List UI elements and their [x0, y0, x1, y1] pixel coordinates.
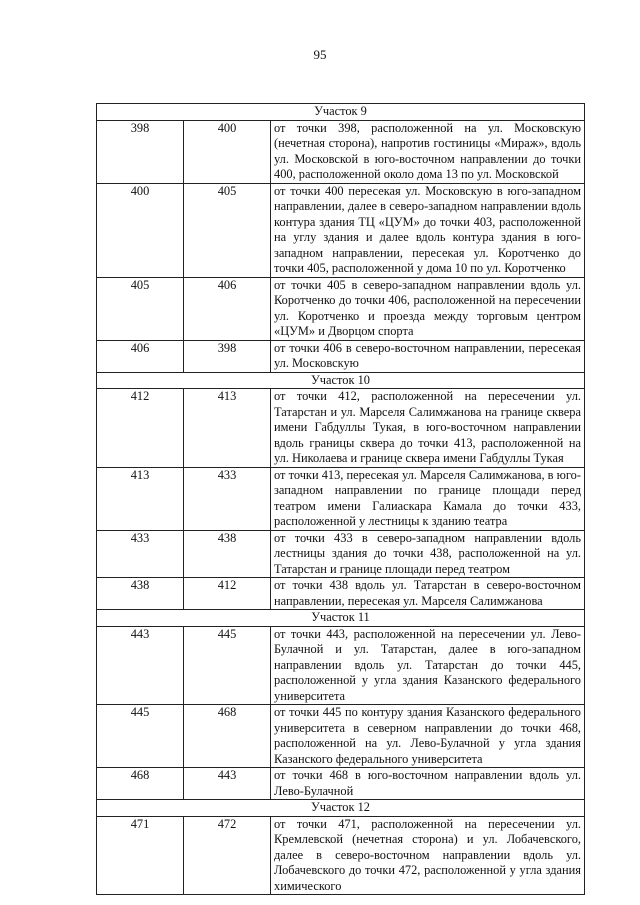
table-row	[97, 530, 585, 578]
from-point-cell: 413	[97, 467, 184, 530]
table-row	[97, 120, 585, 183]
description-cell: от точки 413, пересекая ул. Марселя Салимжанова, в юго-западном направлении по границе площади перед театром имени Галиаскара Камала до точки 433, расположенной у лестницы к зданию театра	[271, 467, 585, 530]
table-row	[97, 389, 585, 468]
to-point-cell: 400	[184, 120, 271, 183]
table-row	[97, 705, 585, 768]
to-point-cell: 433	[184, 467, 271, 530]
table-row	[97, 768, 585, 800]
from-point-cell: 433	[97, 530, 184, 578]
boundary-table	[96, 103, 585, 895]
table-row	[97, 340, 585, 372]
description-cell: от точки 468 в юго-восточном направлении вдоль ул. Лево-Булачной	[271, 768, 585, 800]
section-title: Участок 11	[97, 610, 585, 627]
description-cell: от точки 405 в северо-западном направлении вдоль ул. Коротченко до точки 406, расположенной на пересечении ул. Коротченко и проезда между торговым центром «ЦУМ» и Дворцом спорта	[271, 277, 585, 340]
from-point-cell: 443	[97, 626, 184, 705]
description-cell: от точки 471, расположенной на пересечении ул. Кремлевской (нечетная сторона) и ул. Лобачевского, далее в северо-восточном направлении вдоль ул. Лобачевского до точки 472, расположенной у угла здания химического	[271, 816, 585, 895]
section-header-row	[97, 372, 585, 389]
to-point-cell: 472	[184, 816, 271, 895]
from-point-cell: 398	[97, 120, 184, 183]
from-point-cell: 400	[97, 183, 184, 277]
description-cell: от точки 438 вдоль ул. Татарстан в северо-восточном направлении, пересекая ул. Марселя Салимжанова	[271, 578, 585, 610]
to-point-cell: 406	[184, 277, 271, 340]
section-title: Участок 10	[97, 372, 585, 389]
to-point-cell: 398	[184, 340, 271, 372]
table-row	[97, 277, 585, 340]
to-point-cell: 412	[184, 578, 271, 610]
to-point-cell: 438	[184, 530, 271, 578]
from-point-cell: 412	[97, 389, 184, 468]
to-point-cell: 445	[184, 626, 271, 705]
section-title: Участок 9	[97, 104, 585, 121]
from-point-cell: 438	[97, 578, 184, 610]
boundary-table-body	[97, 104, 585, 895]
to-point-cell: 405	[184, 183, 271, 277]
table-row	[97, 626, 585, 705]
description-cell: от точки 443, расположенной на пересечении ул. Лево-Булачной и ул. Татарстан, далее в юго-западном направлении вдоль ул. Татарстан до точки 445, расположенной у угла здания Казанского федерального университета	[271, 626, 585, 705]
table-row	[97, 578, 585, 610]
section-header-row	[97, 800, 585, 817]
table-row	[97, 183, 585, 277]
from-point-cell: 406	[97, 340, 184, 372]
table-row	[97, 467, 585, 530]
from-point-cell: 405	[97, 277, 184, 340]
description-cell: от точки 445 по контуру здания Казанского федерального университета в северном направлении до точки 468, расположенной на ул. Лево-Булачной у угла здания Казанского федерального университета	[271, 705, 585, 768]
description-cell: от точки 400 пересекая ул. Московскую в юго-западном направлении, далее в северо-западном направлении вдоль контура здания ТЦ «ЦУМ» до точки 403, расположенной на углу здания и далее вдоль контура здания в юго-западном направлении, пересекая ул. Коротченко до точки 405, расположенной у дома 10 по ул. Коротченко	[271, 183, 585, 277]
from-point-cell: 445	[97, 705, 184, 768]
to-point-cell: 413	[184, 389, 271, 468]
description-cell: от точки 433 в северо-западном направлении вдоль лестницы здания до точки 438, расположенной на ул. Татарстан и границе площади перед театром	[271, 530, 585, 578]
description-cell: от точки 406 в северо-восточном направлении, пересекая ул. Московскую	[271, 340, 585, 372]
to-point-cell: 443	[184, 768, 271, 800]
section-header-row	[97, 610, 585, 627]
page-number: 95	[313, 47, 327, 62]
to-point-cell: 468	[184, 705, 271, 768]
table-row	[97, 816, 585, 895]
description-cell: от точки 398, расположенной на ул. Московскую (нечетная сторона), напротив гостиницы «Мираж», вдоль ул. Московской в юго-восточном направлении до точки 400, расположенной около дома 13 по ул. Московской	[271, 120, 585, 183]
from-point-cell: 468	[97, 768, 184, 800]
section-title: Участок 12	[97, 800, 585, 817]
description-cell: от точки 412, расположенной на пересечении ул. Татарстан и ул. Марселя Салимжанова на границе сквера имени Габдуллы Тукая, в юго-восточном направлении вдоль границы сквера до точки 413, расположенной на ул. Николаева и границе сквера имени Габдуллы Тукая	[271, 389, 585, 468]
from-point-cell: 471	[97, 816, 184, 895]
section-header-row	[97, 104, 585, 121]
